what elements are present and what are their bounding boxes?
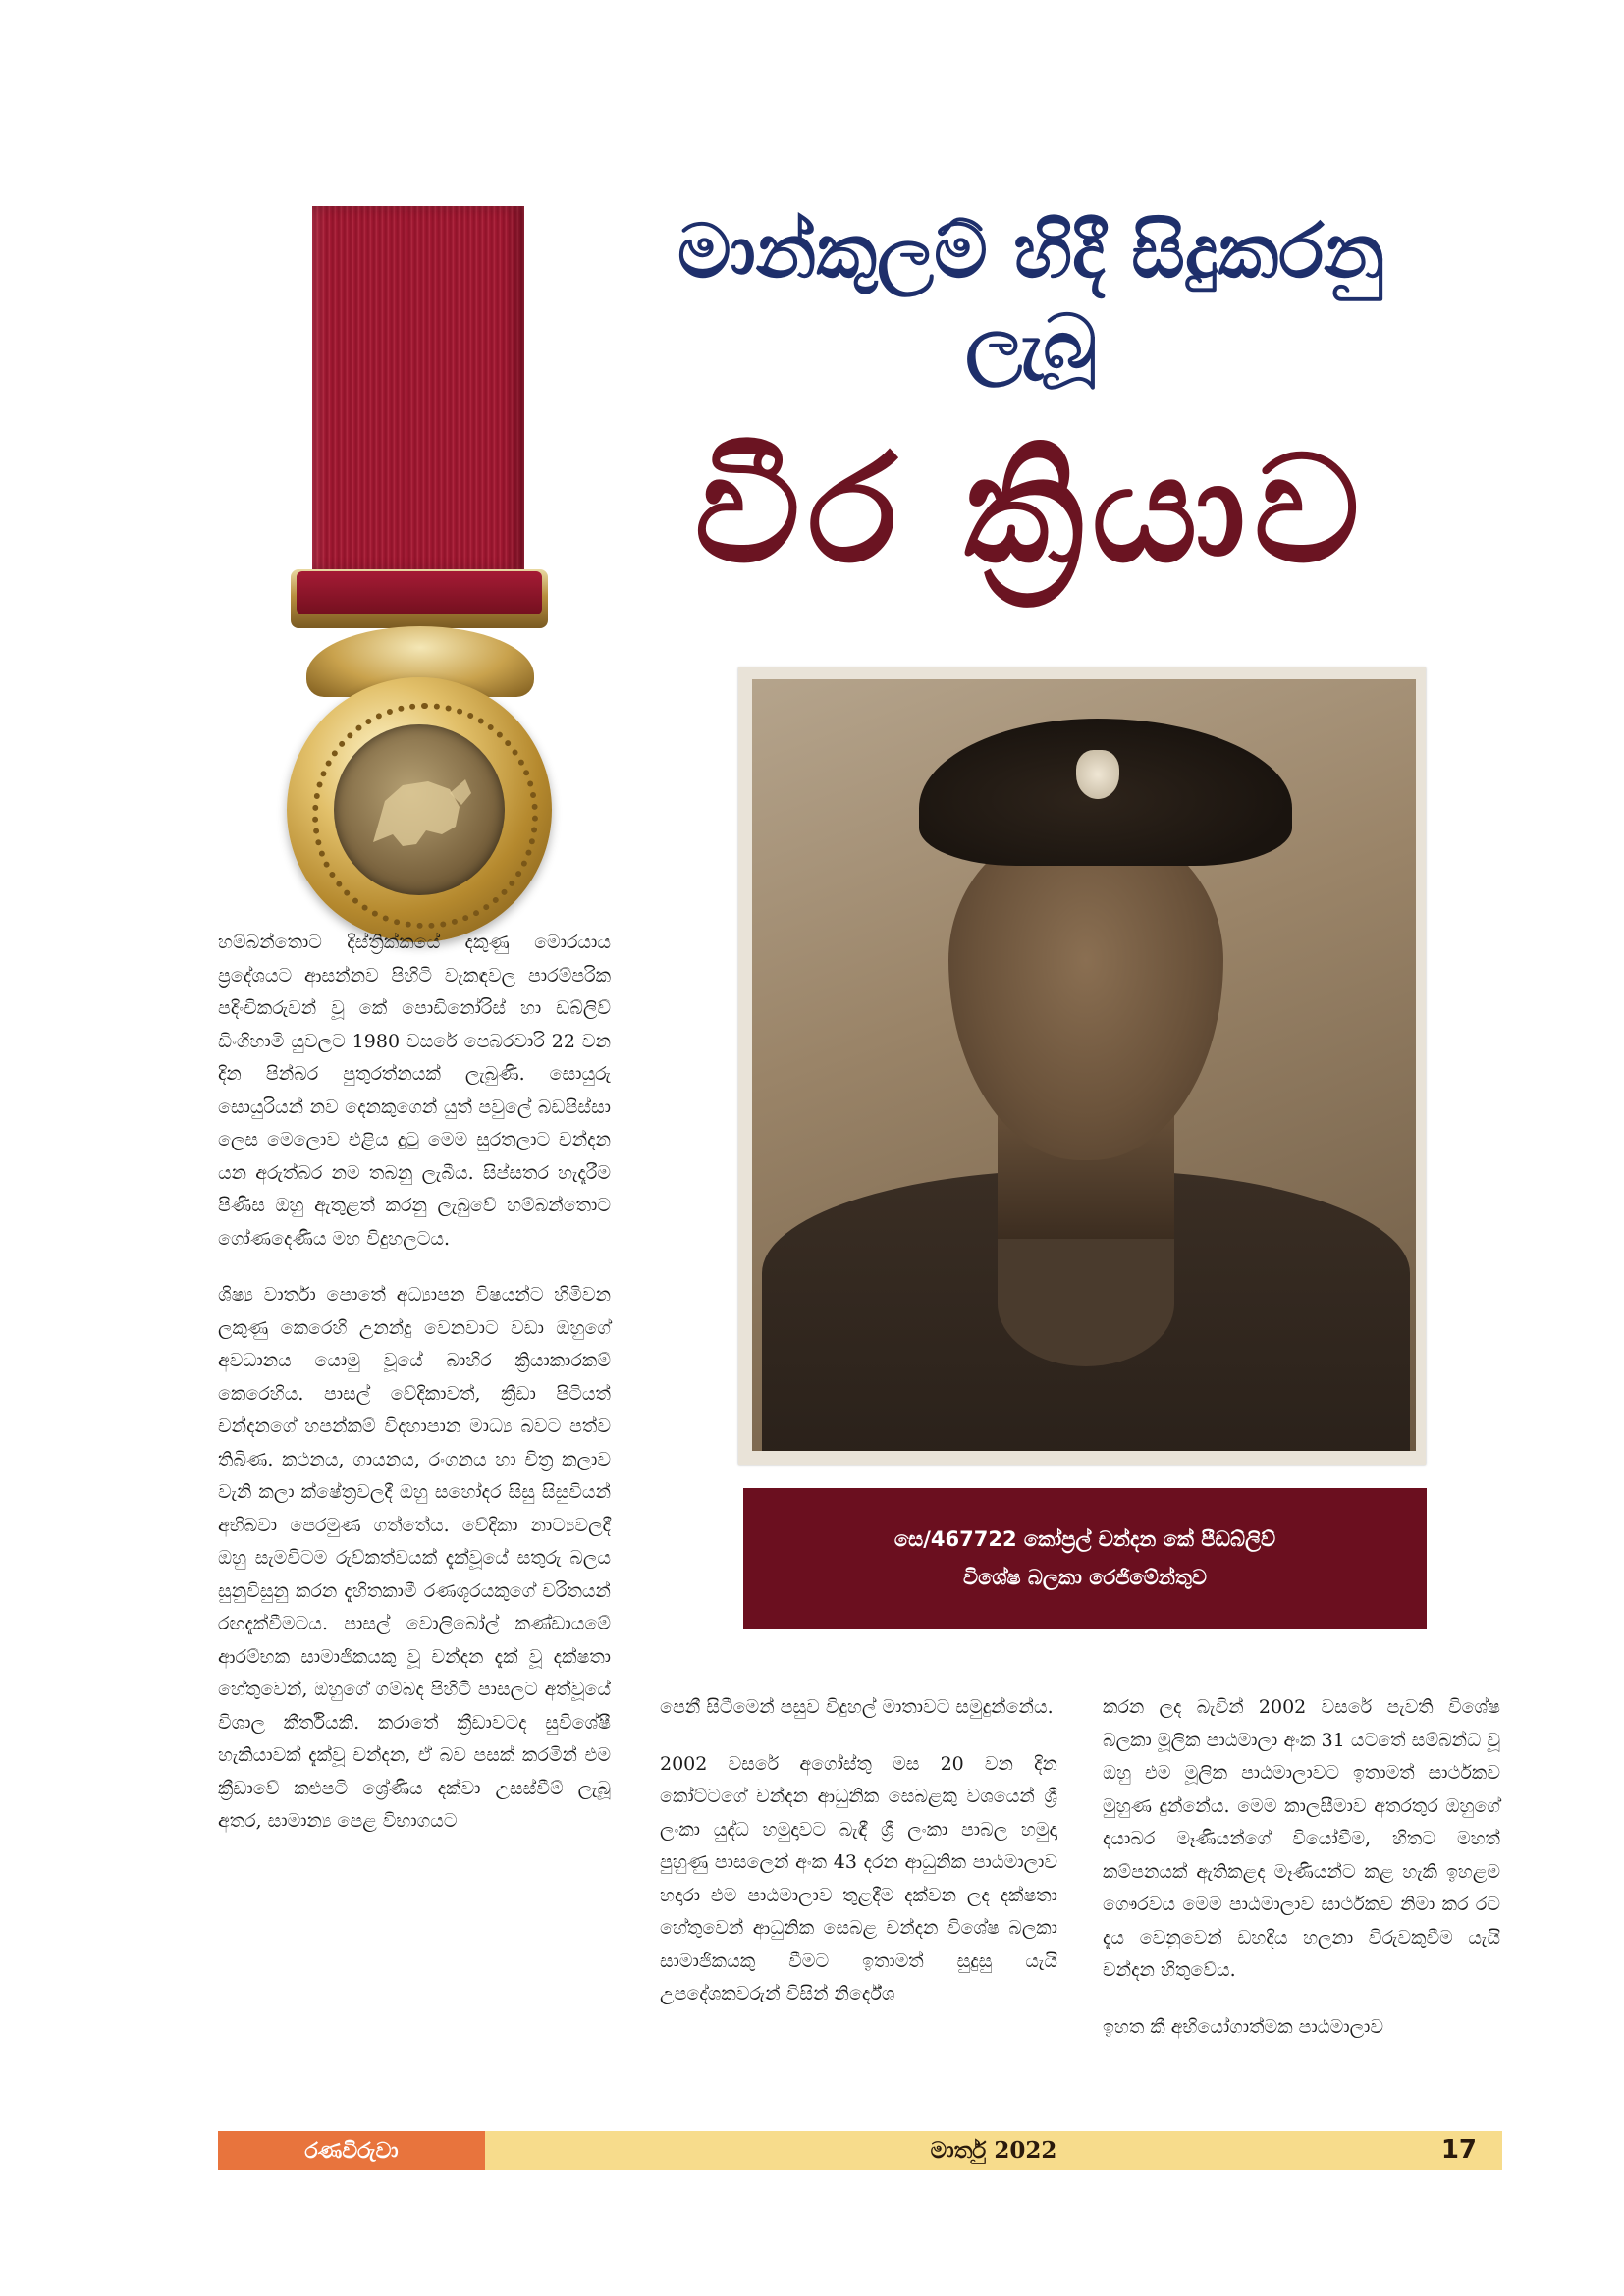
paragraph: පෙනී සිටීමෙන් පසුව විදුහල් මාතාවට සමුදුන්නේය.	[660, 1696, 1054, 1718]
paragraph: 2002 වසරේ අගෝස්තු මස 20 වන දින කෝට්ටගේ චන්දන ආධුනික සෙබළකු වශයෙන් ශ්‍රී ලංකා යුද්ධ හමුදාවට බැඳී ශ්‍රී ලංකා පාබල හමුදා පුහුණු පාසලෙන් අංක 43 දරන ආධුනික පාඨමාලාව හදාරා එම පාඨමාලාව තුළදීම දක්වන ලද දක්ෂතා හේතුවෙන් ආධුනික සෙබළ චන්දන විශේෂ බලකා සාමාජිකයකු වීමට ඉතාමත් සුදුසු යැයි උපදේශකවරුන් විසින් නිර්දේශ	[660, 1752, 1057, 2004]
page-number: 17	[1440, 2135, 1477, 2164]
headline-line-2: ලැබූ	[965, 297, 1097, 385]
page-footer	[218, 2131, 1502, 2170]
paragraph: ඉහත කී අභියෝගාත්මක පාඨමාලාව	[1103, 2015, 1383, 2038]
article-column-2	[660, 1691, 1057, 2035]
footer-bar	[485, 2131, 1502, 2170]
article-headline	[599, 206, 1463, 387]
face	[948, 827, 1223, 1160]
paragraph: කරන ලද බැවින් 2002 වසරේ පැවති විශේෂ බලකා මූලික පාඨමාලා අංක 31 යටතේ සම්බන්ධ වූ ඔහු එම මූලික පාඨමාලාවට ඉතාමත් සාර්ථකව මුහුණ දුන්නේය. මෙම කාලසීමාව අතරතුර ඔහුගේ දයාබර මෑණියන්ගේ වියෝවීම, හිතට මහත් කම්පනයක් ඇතිකළද මෑණියන්ට කළ හැකි ඉහළම ගෞරවය මෙම පාඨමාලාව සාර්ථකව නිමා කර රට දැය වෙනුවෙන් ඩහදිය හලනා විරුවකුවීම යැයි චන්දන හිතුවේය.	[1103, 1696, 1500, 1981]
article-column-3	[1103, 1691, 1500, 2067]
ribbon-fold	[297, 571, 542, 614]
medal-disc	[287, 677, 552, 942]
medal-image	[283, 206, 560, 923]
lion-icon	[334, 724, 505, 895]
caption-line-1: සෙ/467722 කෝප්‍රල් චන්දන කේ පීඩබ්ලිව්	[893, 1527, 1276, 1551]
issue-date: මාර්තු 2022	[930, 2137, 1057, 2163]
main-title: වීර ක්‍රියාව	[694, 425, 1368, 596]
paragraph: හම්බන්තොට දිස්ත්‍රික්කයේ දකුණු මොරයාය ප්‍රදේශයට ආසන්නව පිහිටි වැකඳවල පාරම්පරික පදිංචිකරුවන් වූ කේ පොඩිනෝරිස් හා ඩබ්ලිව් ඩිංගිහාමි යුවලට 1980 වසරේ පෙබරවාරි 22 වන දින පින්බර පුතුරත්නයක් ලැබුණි. සොයුරු සොයුරියන් නව දෙනකුගෙන් යුත් පවුලේ බඩපිස්සා ලෙස මෙලොව එළිය දුටු මෙම සුරතලාට චන්දන යන අරුත්බර නම තබනු ලැබීය. සිප්සතර හැදෑරීම පිණිස ඔහු ඇතුළත් කරනු ලැබුවේ හම්බන්තොට ගෝණදෙණිය මහ විදුහලටය.	[218, 932, 611, 1250]
portrait-photo	[738, 667, 1426, 1465]
article-column-1	[218, 927, 611, 1862]
lion-emblem	[334, 724, 505, 895]
soldier-portrait	[752, 679, 1416, 1451]
magazine-name: රණවිරුවා	[218, 2131, 485, 2170]
beret-badge-icon	[1076, 750, 1119, 799]
caption-line-2: විශේෂ බලකා රෙජිමේන්තුව	[962, 1566, 1208, 1589]
paragraph: ශිෂ්‍ය වාර්තා පොතේ අධ්‍යාපන විෂයන්ට හිමිවන ලකුණු කෙරෙහි උනන්දු වෙනවාට වඩා ඔහුගේ අවධානය යොමු වූයේ බාහිර ක්‍රියාකාරකම් කෙරෙහිය. පාසල් වේදිකාවත්, ක්‍රීඩා පිටියත් චන්දනගේ හපන්කම් විදහාපාන මාධ්‍ය බවට පත්ව තිබිණ. කථනය, ගායනය, රංගනය හා චිත්‍ර කලාව වැනි කලා ක්ෂේත්‍රවලදී ඔහු සහෝදර සිසු සිසුවියන් අභිබවා පෙරමුණ ගත්තේය. වේදිකා නාට්‍යවලදී ඔහු සැමවිටම රුව්කත්වයක් දැක්වූයේ සතුරු බලය සුනුවිසුනු කරන දැහිතකාමී රණශූරයකුගේ චරිතයන් රඟදැක්වීමටය. පාසල් වොලිබෝල් කණ්ඩායමේ ආරම්භක සාමාජිකයකු වූ චන්දන දැක් වූ දක්ෂතා හේතුවෙන්, ඔහුගේ ගම්බද පිහිටි පාසලට අත්වූයේ විශාල කීර්තියකි. කරාතේ ක්‍රීඩාවටද සුවිශේෂී හැකියාවක් දැක්වූ චන්දන, ඒ බව පසක් කරමින් එම ක්‍රීඩාවේ කළුපටි ශ්‍රේණිය දක්වා උසස්වීම් ලැබූ අතර, සාමාන්‍ය පෙළ විභාගයට	[218, 1284, 611, 1832]
photo-caption	[743, 1488, 1427, 1629]
headline-line-1: මාන්කුලම් හිදී සිදුකරනු	[677, 207, 1384, 294]
medal-ribbon	[312, 206, 524, 571]
